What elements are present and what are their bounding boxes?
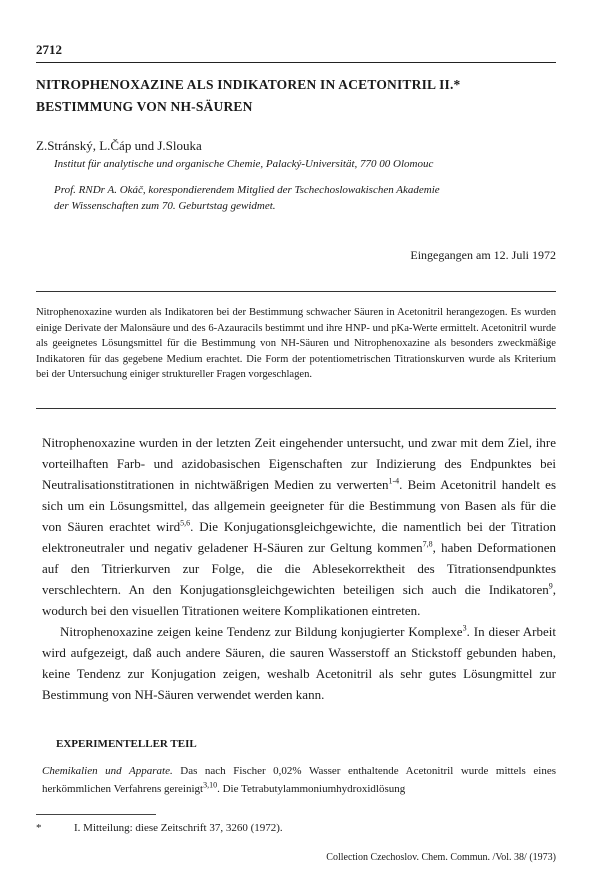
citation-ref: 5,6 [180,518,191,528]
received-date: Eingegangen am 12. Juli 1972 [410,248,556,262]
title-line-2: BESTIMMUNG VON NH-SÄUREN [36,99,253,114]
article-title [36,74,566,118]
p1-text-e: , wodurch bei den visuellen Titrationen weitere Komplikationen eintreten. [42,582,556,618]
paragraph-second [42,621,556,705]
section-heading: EXPERIMENTELLER TEIL [56,738,197,750]
citation-ref: 1-4 [388,476,400,486]
article-body [42,432,556,705]
footnote [36,822,283,834]
exp-text-a: Das nach Fischer 0,02% Wasser enthaltende Acetonitril wurde mittels eines herkömmlichen Verfahrens gereinigt [42,765,556,795]
affiliation: Institut für analytische und organische Chemie, Palacký-Universität, 770 00 Olomouc [54,158,434,170]
footnote-rule [36,814,156,815]
footnote-text: I. Mitteilung: diese Zeitschrift 37, 3260 (1972). [74,822,283,834]
dedication-line-2: der Wissenschaften zum 70. Geburtstag gewidmet. [54,200,276,212]
exp-text-b: . Die Tetrabutylammoniumhydroxidlösung [217,783,406,795]
citation-ref: 7,8 [422,539,433,549]
subsection-heading: Chemikalien und Apparate. [42,765,173,777]
header-rule [36,62,556,63]
p1-text-b: . Beim Acetonitril handelt es sich um ein Lösungsmittel, das allgemein geeigneter für die Bestimmung von Basen als für die von Säuren erachtet wird [42,477,556,534]
citation-ref: 3,10 [203,780,218,790]
dedication [54,182,564,214]
p1-text-a: Nitrophenoxazine wurden in der letzten Zeit eingehender untersucht, und zwar mit dem Ziel, ihre vorteilhaften Farb- und azidobasischen Eigenschaften zur Indizierung des Endpunktes bei Neutralisationstitrationen in nichtwäßrigen Medien zu verwerten [42,435,556,492]
citation-ref: 3 [462,623,467,633]
paragraph-intro [42,432,556,621]
running-footer: Collection Czechoslov. Chem. Commun. /Vol. 38/ (1973) [326,852,556,863]
p2-text-b: . In dieser Arbeit wird aufgezeigt, daß auch andere Säuren, die sauren Wasserstoff an Stickstoff gebunden haben, keine Tendenz zur Konjugation zeigen, weshalb Acetonitril als sehr gutes Lösungmittel zur Bestimmung von NH-Säuren verwendet werden kann. [42,624,556,702]
footnote-marker: * [36,822,42,834]
dedication-line-1: Prof. RNDr A. Okáč, korespondierendem Mitglied der Tschechoslowakischen Akademie [54,184,440,196]
p1-text-d: , haben Deformationen auf den Titrierkurven zur Folge, die die Ablesekorrektheit des Titrationsendpunktes verschlechtern. An den Konjugationsgleichgewichten beteiligen sich auch die Indikatoren [42,540,556,597]
experimental-paragraph [42,762,556,798]
page-number: 2712 [36,42,62,57]
citation-ref: 9 [548,581,553,591]
abstract: Nitrophenoxazine wurden als Indikatoren bei der Bestimmung schwacher Säuren in Acetonitril herangezogen. Es wurden einige Derivate der Malonsäure und des 6-Azauracils bestimmt und ihre HNP- und pKa-Werte ermittelt. Acetonitril wurde als geeignetes Lösungsmittel für die Bestimmung von NH-Säuren und Nitrophenoxazine als besonders zweckmäßige Indikatoren für das gegebene Medium erachtet. Die Form der potentiometrischen Titrationskurven wurde als Kriterium bei der Untersuchung einiger struktureller Fragen vorgeschlagen. [36,307,556,380]
p2-text-a: Nitrophenoxazine zeigen keine Tendenz zur Bildung konjugierter Komplexe [60,624,463,639]
authors: Z.Stránský, L.Čáp und J.Slouka [36,138,202,153]
p1-text-c: . Die Konjugationsgleichgewichte, die namentlich bei der Titration elektroneutraler und negativ geladener H-Säuren zur Geltung kommen [42,519,556,555]
title-line-1: NITROPHENOXAZINE ALS INDIKATOREN IN ACETONITRIL II.* [36,77,461,92]
